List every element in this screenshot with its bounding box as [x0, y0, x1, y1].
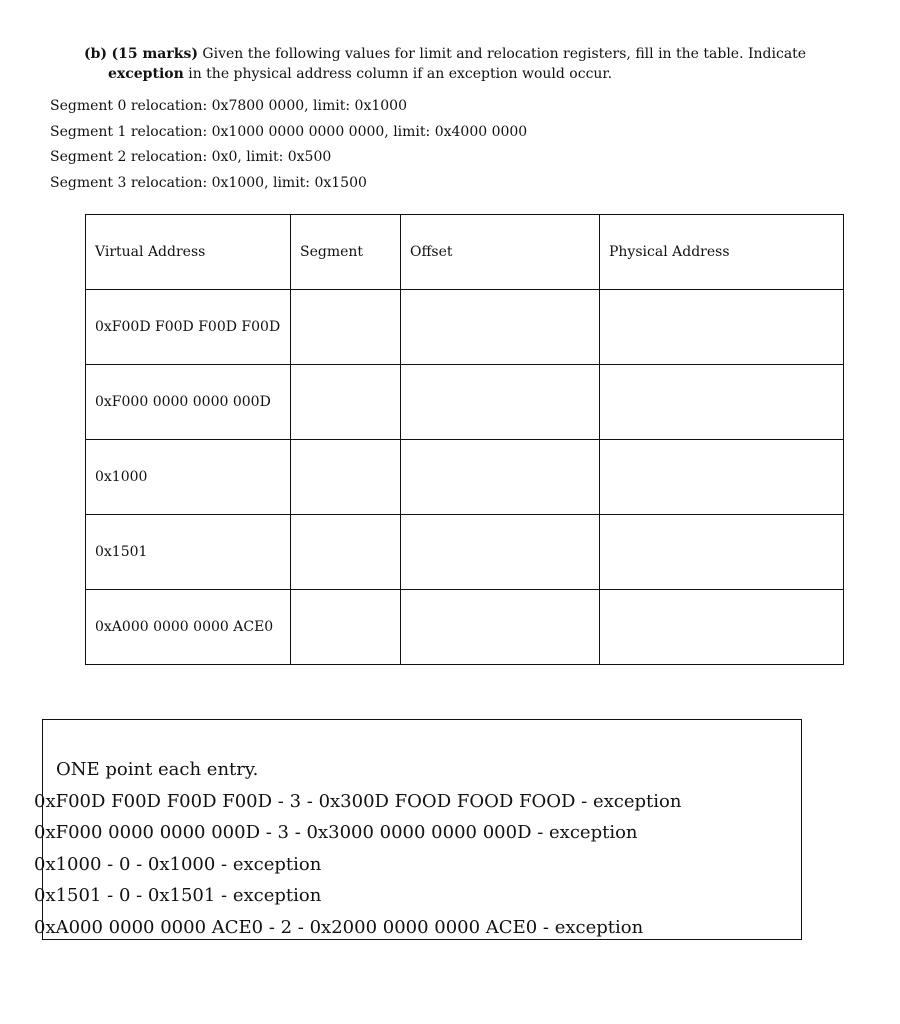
- answer-line: 0x1501 - 0 - 0x1501 - exception: [34, 885, 322, 906]
- header-segment: Segment: [291, 215, 401, 290]
- question-part: (b): [84, 46, 108, 62]
- cell-offset[interactable]: [401, 590, 600, 665]
- cell-segment[interactable]: [291, 365, 401, 440]
- cell-virtual-address: 0x1000: [86, 440, 291, 515]
- cell-virtual-address: 0xA000 0000 0000 ACE0: [86, 590, 291, 665]
- cell-offset[interactable]: [401, 515, 600, 590]
- segment-1-registers: Segment 1 relocation: 0x1000 0000 0000 0000, limit: 0x4000 0000: [50, 123, 528, 140]
- segment-3-registers: Segment 3 relocation: 0x1000, limit: 0x1500: [50, 174, 367, 191]
- answer-line: 0xF00D F00D F00D F00D - 3 - 0x300D FOOD FOOD FOOD - exception: [34, 790, 682, 812]
- table-row: [86, 590, 844, 665]
- answer-intro: ONE point each entry.: [56, 759, 259, 780]
- header-physical-address: Physical Address: [600, 215, 844, 290]
- cell-physical-address[interactable]: [600, 590, 844, 665]
- cell-segment[interactable]: [291, 515, 401, 590]
- answer-line: 0xA000 0000 0000 ACE0 - 2 - 0x2000 0000 0000 ACE0 - exception: [34, 916, 644, 938]
- table-row: [86, 365, 844, 440]
- cell-segment[interactable]: [291, 590, 401, 665]
- question-text-1: Given the following values for limit and relocation registers, fill in the table. Indicate: [202, 46, 807, 62]
- table-row: [86, 290, 844, 365]
- header-offset: Offset: [401, 215, 600, 290]
- address-translation-table: [85, 214, 844, 665]
- answer-key-text: [34, 754, 681, 943]
- question-text-2: in the physical address column if an exception would occur.: [188, 66, 613, 82]
- cell-physical-address[interactable]: [600, 290, 844, 365]
- cell-offset[interactable]: [401, 440, 600, 515]
- cell-offset[interactable]: [401, 290, 600, 365]
- table-header-row: [86, 215, 844, 290]
- question-emphasis: exception: [108, 66, 184, 82]
- question-line-2: [84, 64, 844, 84]
- table-row: [86, 440, 844, 515]
- cell-segment[interactable]: [291, 290, 401, 365]
- segment-0-registers: Segment 0 relocation: 0x7800 0000, limit: 0x1000: [50, 98, 407, 114]
- answer-line: 0xF000 0000 0000 000D - 3 - 0x3000 0000 0000 000D - exception: [34, 822, 638, 843]
- cell-segment[interactable]: [291, 440, 401, 515]
- cell-physical-address[interactable]: [600, 440, 844, 515]
- cell-virtual-address: 0xF000 0000 0000 000D: [86, 365, 291, 440]
- question-marks: (15 marks): [111, 46, 198, 62]
- cell-virtual-address: 0xF00D F00D F00D F00D: [86, 290, 291, 365]
- cell-physical-address[interactable]: [600, 365, 844, 440]
- header-virtual-address: Virtual Address: [86, 215, 291, 290]
- cell-offset[interactable]: [401, 365, 600, 440]
- segment-register-list: [50, 94, 527, 196]
- question-prompt: [84, 44, 844, 84]
- answer-line: 0x1000 - 0 - 0x1000 - exception: [34, 853, 322, 875]
- question-line-1: [84, 44, 844, 64]
- segment-2-registers: Segment 2 relocation: 0x0, limit: 0x500: [50, 149, 332, 165]
- cell-physical-address[interactable]: [600, 515, 844, 590]
- cell-virtual-address: 0x1501: [86, 515, 291, 590]
- table-row: [86, 515, 844, 590]
